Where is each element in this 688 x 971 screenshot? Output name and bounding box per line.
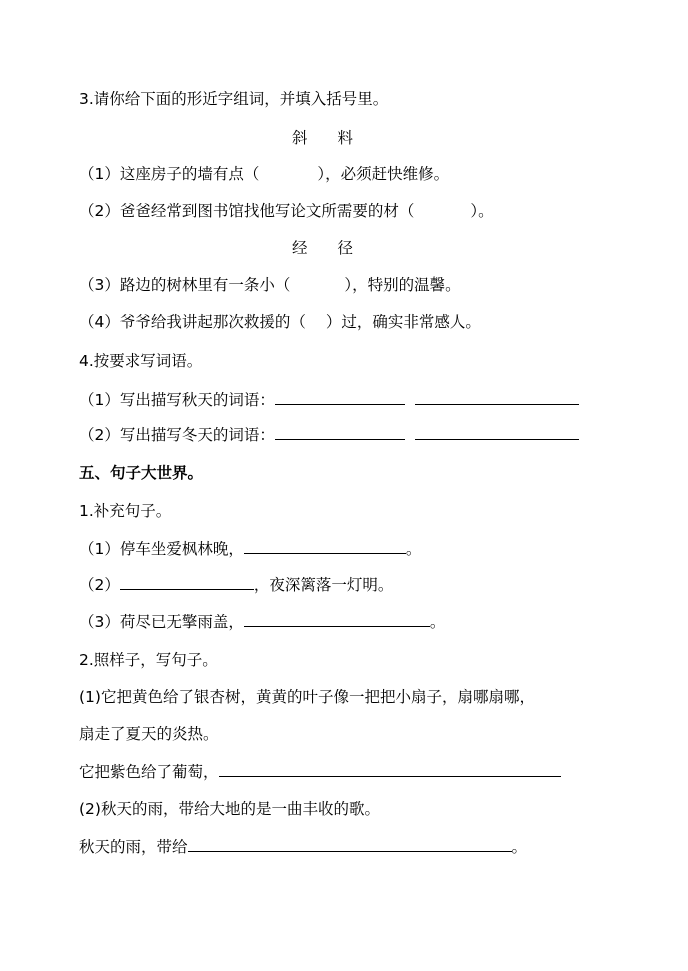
s5-sub2-practice1-text: 它把紫色给了葡萄，	[79, 763, 219, 781]
s5-sub2-title	[79, 650, 218, 670]
q4-title	[79, 351, 202, 371]
q3-item3-after: ），特别的温馨。	[344, 276, 461, 294]
s5-sub1-item-1	[79, 539, 421, 559]
q4-item-1	[79, 390, 579, 410]
section5-heading	[79, 463, 203, 483]
q3-item4-after: ）过，确实非常感人。	[325, 313, 481, 331]
q4-item-2	[79, 425, 579, 445]
q3-pair2-char-b: 径	[337, 239, 354, 257]
q3-item4-before: （4）爷爷给我讲起那次救援的（	[79, 313, 306, 331]
s5-sub1-item-2	[79, 575, 393, 595]
q4-item1-answer-line-1[interactable]	[275, 390, 405, 405]
s5-sub2-example2-text: (2)秋天的雨，带给大地的是一曲丰收的歌。	[79, 800, 380, 818]
s5-sub2-practice2-answer-line[interactable]	[188, 837, 512, 852]
q3-item-2	[79, 201, 494, 221]
s5-sub2-example1-line1	[79, 687, 535, 707]
s5-sub2-practice-2	[79, 837, 527, 857]
q3-char-pair-1	[292, 128, 353, 148]
q4-item1-answer-line-2[interactable]	[415, 390, 579, 405]
q3-item-3	[79, 275, 461, 295]
s5-sub1-title-text: 1.补充句子。	[79, 502, 172, 520]
q3-pair1-char-a: 斜	[292, 129, 308, 147]
s5-sub1-item3-answer-line[interactable]	[244, 612, 430, 627]
s5-sub1-item3-before: （3）荷尽已无擎雨盖，	[79, 613, 244, 631]
section5-heading-text: 五、句子大世界。	[79, 464, 204, 482]
s5-sub2-practice-1	[79, 762, 561, 782]
q4-item1-label: （1）写出描写秋天的词语：	[79, 391, 275, 409]
q4-title-text: 4.按要求写词语。	[79, 352, 203, 370]
s5-sub1-item1-answer-line[interactable]	[244, 539, 406, 554]
q3-title	[79, 89, 388, 109]
q3-item3-before: （3）路边的树林里有一条小（	[79, 276, 291, 294]
q3-item-4	[79, 312, 481, 332]
q3-item2-before: （2）爸爸经常到图书馆找他写论文所需要的材（	[79, 202, 415, 220]
q3-item2-after: ）。	[470, 202, 494, 220]
s5-sub1-item1-before: （1）停车坐爱枫林晚，	[79, 540, 244, 558]
s5-sub1-title	[79, 501, 171, 521]
s5-sub1-item3-after: 。	[429, 613, 446, 631]
s5-sub2-example1-line2-text: 扇走了夏天的炎热。	[79, 725, 219, 743]
q4-item2-answer-line-1[interactable]	[275, 425, 405, 440]
s5-sub1-item-3	[79, 612, 445, 632]
s5-sub2-example1-line1-text: (1)它把黄色给了银杏树，黄黄的叶子像一把把小扇子，扇哪扇哪，	[79, 688, 535, 706]
q4-item2-answer-line-2[interactable]	[415, 425, 579, 440]
s5-sub2-example-2	[79, 799, 380, 819]
q3-item1-before: （1）这座房子的墙有点（	[79, 165, 260, 183]
s5-sub1-item2-answer-line[interactable]	[120, 575, 254, 590]
q3-item-1	[79, 164, 449, 184]
q3-item1-after: ），必须赶快维修。	[317, 165, 450, 183]
s5-sub2-title-text: 2.照样子，写句子。	[79, 651, 218, 669]
s5-sub2-example1-line2	[79, 724, 219, 744]
s5-sub1-item2-after: ，夜深篱落一灯明。	[253, 576, 394, 594]
s5-sub2-practice2-before: 秋天的雨，带给	[79, 838, 188, 856]
s5-sub1-item2-before: （2）	[79, 576, 120, 594]
q3-title-text: 3.请你给下面的形近字组词，并填入括号里。	[79, 90, 389, 108]
q3-pair2-char-a: 经	[292, 239, 308, 257]
q3-char-pair-2	[292, 238, 353, 258]
q4-item2-label: （2）写出描写冬天的词语：	[79, 426, 275, 444]
s5-sub2-practice2-after: 。	[511, 838, 528, 856]
s5-sub2-practice1-answer-line[interactable]	[219, 762, 561, 777]
q3-pair1-char-b: 料	[337, 129, 354, 147]
s5-sub1-item1-after: 。	[405, 540, 422, 558]
